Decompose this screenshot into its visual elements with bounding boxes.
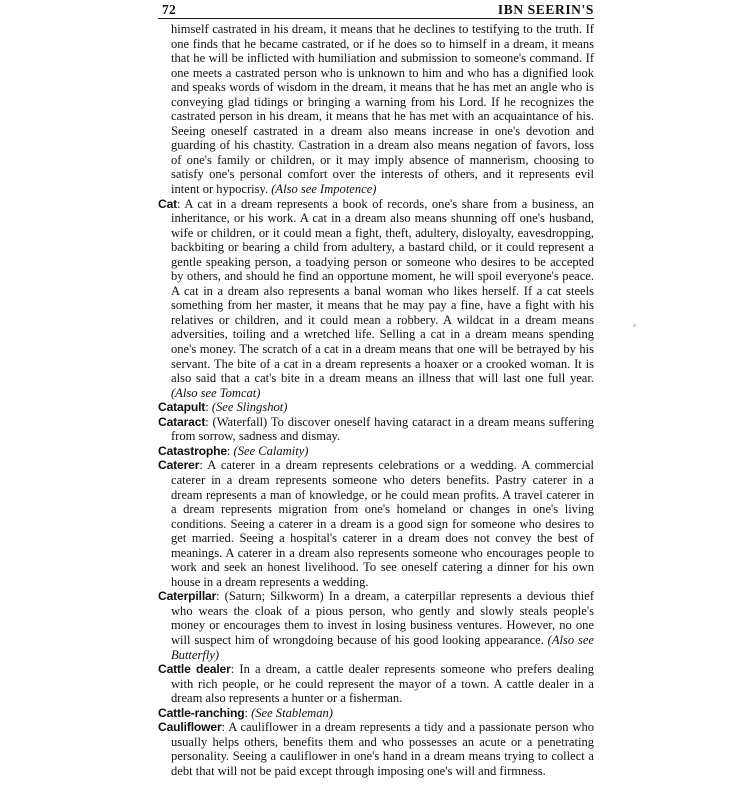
entry-headword: Cattle-ranching <box>158 705 245 720</box>
entry-headword: Caterpillar <box>158 589 217 604</box>
entry-headword: Cauliflower <box>158 720 222 735</box>
entry-body: A cat in a dream represents a book of records, one's share from a business, an inheritance, or his work. A cat in a dream also means shunning off one's husband, wife or children, or it could mean a fight, theft, adultery, disloyalty, eavesdropping, backbiting or bearing a child from adultery, a bastard child, or it could represent a gentle speaking person, a toadying person or someone who desires to be accepted by others, and should he find an opportune moment, he will spoil everyone's peace. A cat in a dream also represents a banal woman who likes herself. If a cat steels something from her master, it means that he may pay a fine, have a fight with his relatives or children, and it could mean a robbery. A wildcat in a dream means adversities, toiling and a wretched life. Selling a cat in a dream means spending one's money. The scratch of a cat in a dream means that one will be betrayed by his servant. The bite of a cat in a dream represents a hoaxer or a crooked woman. It is also said that a cat's bite in a dream means an illness that will last one full year. <box>171 196 594 386</box>
dictionary-entry <box>158 458 594 589</box>
header-rule <box>158 18 594 19</box>
continued-paragraph <box>158 22 594 197</box>
entry-headword: Cataract <box>158 414 206 429</box>
entry-body: himself castrated in his dream, it means that he declines to testifying to the truth. If one finds that he became castrated, or if he does so to himself in a dream, it means that he will be inflicted with humiliation and submission to someone's command. If one meets a castrated person who is unknown to him and who has a dignified look and speaks words of wisdom in the dream, it means that he has met an angle who is conveying glad tidings or bringing a warning from his Lord. If he recognizes the castrated person in his dream, it means that he has met with an acquaintance of his. Seeing oneself castrated in a dream also means increase in one's devotion and guarding of his chastity. Castration in a dream also means negation of favors, loss of one's family or children, or it may imply absence of mannerism, choosing to satisfy one's personal comfort over the interests of others, and it represents evil intent or hypocrisy. <box>171 22 594 197</box>
page-number: 72 <box>162 2 176 17</box>
entry-body: In a dream, a cattle dealer represents someone who prefers dealing with rich people, or he could represent the mayor of a town. A cattle dealer in a dream also represents a hunter or a fisherman. <box>171 662 594 706</box>
entry-headword: Caterer <box>158 458 200 473</box>
dictionary-entry <box>158 662 594 706</box>
scan-artifact-speck <box>633 324 636 327</box>
book-title: IBN SEERIN'S <box>497 2 594 17</box>
dictionary-entry <box>158 400 594 415</box>
entry-separator: : <box>226 443 234 458</box>
entry-cross-reference[interactable]: (See Calamity) <box>233 443 309 458</box>
dictionary-entry <box>158 589 594 662</box>
entry-body: (Saturn; Silkworm) In a dream, a caterpillar represents a devious thief who wears the cloak of a pious person, who gently and slowly steals people's money or encourages them to invest in losing business ventures. However, no one will suspect him of wrongdoing because of his good looking appearance. <box>171 589 595 647</box>
dictionary-entry <box>158 706 594 721</box>
entry-separator: : <box>199 458 208 473</box>
entry-cross-reference[interactable]: (See Slingshot) <box>211 400 288 415</box>
dictionary-entry <box>158 197 594 401</box>
entry-separator: : <box>216 589 225 604</box>
entry-cross-reference[interactable]: (See Stableman) <box>251 705 333 720</box>
entry-separator: : <box>205 400 212 415</box>
entry-headword: Cat <box>158 196 178 211</box>
dictionary-entry <box>158 415 594 444</box>
entry-see-also[interactable]: (Also see Butterfly) <box>171 632 594 662</box>
entry-see-also[interactable]: (Also see Impotence) <box>271 182 377 197</box>
dictionary-entry <box>158 444 594 459</box>
running-head <box>158 2 594 22</box>
entry-body: A caterer in a dream represents celebrations or a wedding. A commercial caterer in a dream represents someone who deters benefits. Pastry caterer in a dream represents a man of knowledge, or he could mean profits. A travel caterer in a dream represents migration from one's homeland or changes in one's living conditions. Seeing a caterer in a dream is a good sign for someone who desires to get married. Seeing a hospital's caterer in a dream does not convey the best of meanings. A caterer in a dream also represents someone who encourages people to work and seek an honest livelihood. To see oneself catering a dinner for his own house in a dream represents a wedding. <box>171 458 595 589</box>
entry-headword: Cattle dealer <box>158 662 231 677</box>
entry-body: (Waterfall) To discover oneself having cataract in a dream means suffering from sorrow, sadness and dismay. <box>171 414 594 444</box>
entry-body: A cauliflower in a dream represents a tidy and a passionate person who usually helps others, benefits them and who possesses an acute or a penetrating personality. Seeing a cauliflower in one's hand in a dream means trying to collect a debt that will not be paid except through imposing one's will and firmness. <box>171 720 594 778</box>
entry-separator: : <box>205 414 213 429</box>
entry-separator: : <box>244 705 252 720</box>
entry-see-also[interactable]: (Also see Tomcat) <box>171 385 261 400</box>
entry-separator: : <box>221 720 229 735</box>
entry-headword: Catastrophe <box>158 443 227 458</box>
text-column <box>158 22 594 778</box>
entry-headword: Catapult <box>158 400 206 415</box>
dictionary-entry <box>158 720 594 778</box>
entry-separator: : <box>177 196 185 211</box>
entry-separator: : <box>230 662 240 677</box>
